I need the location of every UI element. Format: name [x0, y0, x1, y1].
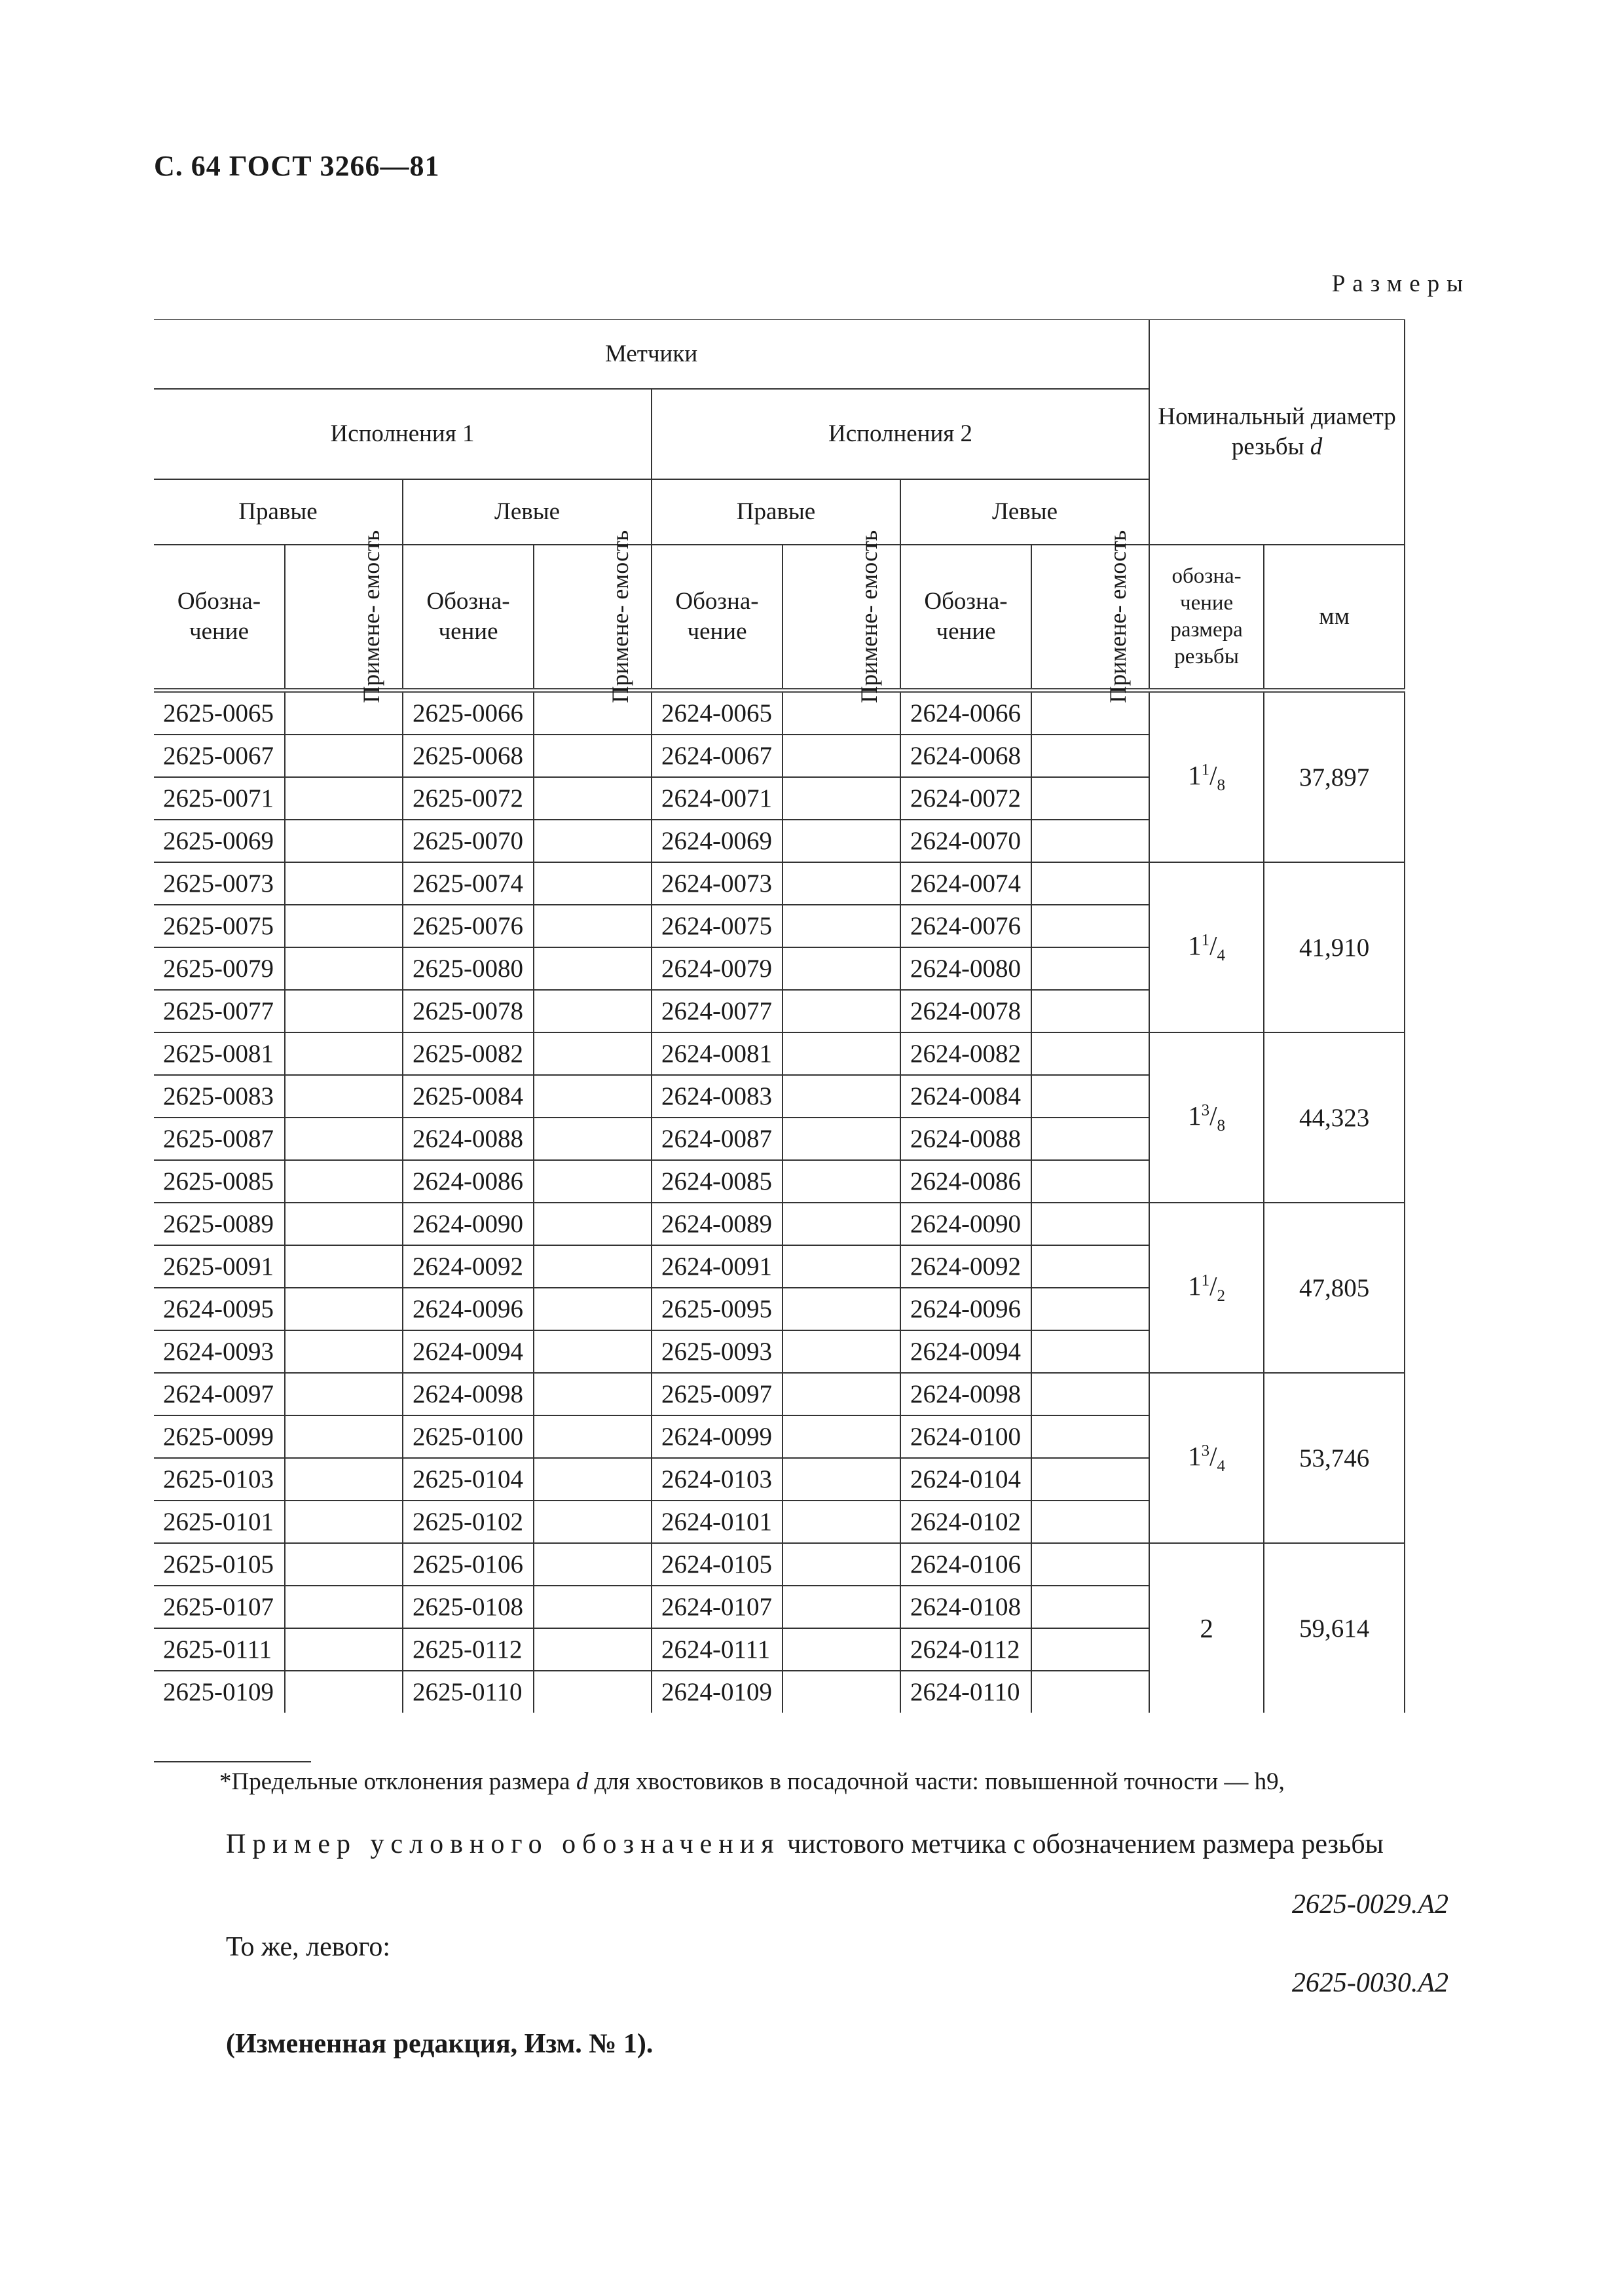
- designation-cell: 2625-0108: [403, 1586, 534, 1628]
- applicability-cell: [783, 1245, 900, 1288]
- applicability-cell: [285, 1458, 403, 1501]
- thread-denominator: 4: [1217, 947, 1226, 965]
- applicability-cell: [783, 1288, 900, 1330]
- applicability-cell: [534, 1501, 652, 1543]
- table-row: [154, 1543, 1460, 1586]
- applicability-cell: [1031, 1288, 1149, 1330]
- designation-cell: 2624-0095: [154, 1288, 285, 1330]
- applicability-cell: [534, 777, 652, 820]
- applicability-cell: [534, 1458, 652, 1501]
- designation-cell: 2624-0100: [900, 1415, 1031, 1458]
- designation-cell: 2625-0097: [652, 1373, 783, 1415]
- designation-cell: 2625-0111: [154, 1628, 285, 1671]
- designation-cell: 2624-0099: [652, 1415, 783, 1458]
- applicability-cell: [534, 947, 652, 990]
- diameter-mm-cell: 37,897: [1264, 691, 1405, 863]
- designation-cell: 2624-0090: [900, 1203, 1031, 1245]
- header-designation: Обозна-чение: [900, 545, 1031, 691]
- thread-whole: 1: [1188, 1100, 1202, 1131]
- designation-cell: 2624-0072: [900, 777, 1031, 820]
- applicability-cell: [1031, 1032, 1149, 1075]
- designation-cell: 2625-0065: [154, 691, 285, 735]
- designation-cell: 2625-0077: [154, 990, 285, 1032]
- fraction-slash: /: [1209, 1100, 1217, 1131]
- header-applicability: [1031, 530, 1149, 703]
- applicability-cell: [783, 1628, 900, 1671]
- applicability-cell: [285, 1501, 403, 1543]
- designation-cell: 2625-0066: [403, 691, 534, 735]
- designation-cell: 2624-0085: [652, 1160, 783, 1203]
- designation-cell: 2625-0074: [403, 862, 534, 905]
- applicability-cell: [783, 1543, 900, 1586]
- applicability-cell: [534, 1160, 652, 1203]
- designation-cell: 2625-0076: [403, 905, 534, 947]
- table-row: [154, 691, 1460, 735]
- thread-whole: 1: [1188, 759, 1202, 790]
- applicability-cell: [285, 1586, 403, 1628]
- header-v1-right: Правые: [154, 479, 403, 545]
- applicability-cell: [285, 862, 403, 905]
- header-applicability: [285, 530, 403, 703]
- applicability-cell: [534, 691, 652, 735]
- designation-cell: 2624-0076: [900, 905, 1031, 947]
- designation-cell: 2624-0092: [403, 1245, 534, 1288]
- fraction-slash: /: [1209, 759, 1217, 790]
- applicability-cell: [534, 990, 652, 1032]
- designation-cell: 2625-0083: [154, 1075, 285, 1118]
- designation-cell: 2625-0101: [154, 1501, 285, 1543]
- applicability-cell: [285, 1330, 403, 1373]
- applicability-cell: [783, 1501, 900, 1543]
- designation-cell: 2625-0107: [154, 1586, 285, 1628]
- applicability-cell: [285, 1118, 403, 1160]
- table-row: [154, 1032, 1460, 1075]
- thread-numerator: 1: [1201, 761, 1210, 779]
- applicability-cell: [1031, 1586, 1149, 1628]
- diameter-mm-cell: 44,323: [1264, 1032, 1405, 1203]
- designation-cell: 2624-0065: [652, 691, 783, 735]
- applicability-cell: [285, 1671, 403, 1713]
- applicability-cell: [534, 1075, 652, 1118]
- designation-cell: 2624-0083: [652, 1075, 783, 1118]
- designation-cell: 2624-0088: [900, 1118, 1031, 1160]
- designation-cell: 2625-0068: [403, 735, 534, 777]
- applicability-cell: [1031, 1373, 1149, 1415]
- applicability-cell: [1031, 1118, 1149, 1160]
- header-designation: Обозна-чение: [154, 545, 285, 691]
- designation-cell: 2624-0107: [652, 1586, 783, 1628]
- designation-cell: 2625-0109: [154, 1671, 285, 1713]
- spare-cell: [1405, 1373, 1460, 1543]
- designation-cell: 2625-0084: [403, 1075, 534, 1118]
- designation-cell: 2624-0096: [900, 1288, 1031, 1330]
- applicability-cell: [285, 820, 403, 862]
- thread-whole: 1: [1188, 1270, 1202, 1301]
- fraction-slash: /: [1209, 930, 1217, 960]
- designation-cell: 2624-0088: [403, 1118, 534, 1160]
- applicability-cell: [285, 1628, 403, 1671]
- applicability-cell: [783, 777, 900, 820]
- applicability-cell: [285, 905, 403, 947]
- applicability-cell: [1031, 905, 1149, 947]
- spare-cell: [1405, 862, 1460, 1032]
- applicability-cell: [1031, 691, 1149, 735]
- footnote-suffix: для хвостовиков в посадочной части: повышенной точности — h9,: [588, 1768, 1285, 1795]
- table-row: [154, 862, 1460, 905]
- designation-cell: 2625-0071: [154, 777, 285, 820]
- designation-cell: 2624-0104: [900, 1458, 1031, 1501]
- applicability-cell: [285, 1075, 403, 1118]
- designation-cell: 2625-0082: [403, 1032, 534, 1075]
- designation-cell: 2625-0104: [403, 1458, 534, 1501]
- applicability-cell: [534, 1628, 652, 1671]
- applicability-cell: [783, 905, 900, 947]
- diameter-mm-cell: 41,910: [1264, 862, 1405, 1032]
- designation-cell: 2624-0105: [652, 1543, 783, 1586]
- applicability-cell: [1031, 1245, 1149, 1288]
- applicability-cell: [534, 1032, 652, 1075]
- applicability-cell: [783, 1373, 900, 1415]
- example-text: чистового метчика с обозначением размера резьбы: [780, 1829, 1384, 1859]
- thread-denominator: 2: [1217, 1287, 1226, 1305]
- designation-cell: 2625-0080: [403, 947, 534, 990]
- header-designation: Обозна-чение: [652, 545, 783, 691]
- page-header: С. 64 ГОСТ 3266—81: [154, 150, 440, 182]
- designation-cell: 2624-0087: [652, 1118, 783, 1160]
- diameter-mm-cell: 47,805: [1264, 1203, 1405, 1373]
- applicability-cell: [285, 1245, 403, 1288]
- designation-cell: 2625-0103: [154, 1458, 285, 1501]
- header-applicability-text: Примене- емость: [607, 530, 634, 703]
- applicability-cell: [1031, 1501, 1149, 1543]
- applicability-cell: [285, 1543, 403, 1586]
- same-left-label: То же, левого:: [226, 1932, 391, 1962]
- fraction-slash: /: [1209, 1440, 1217, 1471]
- header-applicability-text: Примене- емость: [856, 530, 883, 703]
- designation-cell: 2624-0094: [403, 1330, 534, 1373]
- thread-denominator: 4: [1217, 1457, 1226, 1476]
- applicability-cell: [1031, 1628, 1149, 1671]
- applicability-cell: [1031, 947, 1149, 990]
- edition-note: (Измененная редакция, Изм. № 1).: [226, 2029, 654, 2059]
- taps-table: [154, 319, 1460, 1713]
- designation-cell: 2625-0095: [652, 1288, 783, 1330]
- designation-cell: 2624-0097: [154, 1373, 285, 1415]
- applicability-cell: [534, 1373, 652, 1415]
- applicability-cell: [285, 1032, 403, 1075]
- applicability-cell: [534, 1586, 652, 1628]
- header-taps: Метчики: [154, 319, 1149, 389]
- applicability-cell: [534, 1543, 652, 1586]
- designation-cell: 2625-0067: [154, 735, 285, 777]
- designation-cell: 2624-0069: [652, 820, 783, 862]
- spare-cell: [1405, 1543, 1460, 1713]
- spare-cell: [1405, 691, 1460, 863]
- thread-size-cell: [1149, 1032, 1264, 1203]
- applicability-cell: [1031, 820, 1149, 862]
- header-applicability: [534, 530, 652, 703]
- header-designation: Обозна-чение: [403, 545, 534, 691]
- header-v2-left: Левые: [900, 479, 1149, 545]
- header-v2-right: Правые: [652, 479, 900, 545]
- header-v1-left: Левые: [403, 479, 652, 545]
- footnote-divider: [154, 1761, 311, 1762]
- same-left-code: 2625-0030.А2: [1291, 1968, 1448, 1998]
- footnote-prefix: *Предельные отклонения размера: [219, 1768, 576, 1795]
- thread-whole: 2: [1200, 1613, 1213, 1643]
- header-applicability: [783, 530, 900, 703]
- applicability-cell: [783, 1118, 900, 1160]
- designation-cell: 2625-0079: [154, 947, 285, 990]
- designation-cell: 2624-0086: [403, 1160, 534, 1203]
- designation-cell: 2624-0073: [652, 862, 783, 905]
- applicability-cell: [1031, 990, 1149, 1032]
- applicability-cell: [285, 990, 403, 1032]
- applicability-cell: [534, 905, 652, 947]
- designation-cell: 2624-0084: [900, 1075, 1031, 1118]
- designation-cell: 2625-0075: [154, 905, 285, 947]
- example-heading: Пример условного обозначения: [226, 1829, 781, 1859]
- designation-cell: 2625-0078: [403, 990, 534, 1032]
- applicability-cell: [534, 1245, 652, 1288]
- designation-cell: 2625-0081: [154, 1032, 285, 1075]
- applicability-cell: [1031, 735, 1149, 777]
- table-body: [154, 691, 1460, 1713]
- thread-size-cell: [1149, 862, 1264, 1032]
- applicability-cell: [783, 1586, 900, 1628]
- thread-whole: 1: [1188, 1440, 1202, 1471]
- designation-cell: 2625-0110: [403, 1671, 534, 1713]
- designation-cell: 2624-0090: [403, 1203, 534, 1245]
- designation-cell: 2625-0102: [403, 1501, 534, 1543]
- thread-numerator: 1: [1201, 931, 1210, 949]
- designation-cell: 2624-0092: [900, 1245, 1031, 1288]
- thread-numerator: 1: [1201, 1271, 1210, 1290]
- designation-cell: 2624-0067: [652, 735, 783, 777]
- designation-cell: 2625-0069: [154, 820, 285, 862]
- applicability-cell: [534, 1415, 652, 1458]
- spare-cell: [1405, 1203, 1460, 1373]
- header-nominal-text: Номинальный диаметр резьбы: [1158, 403, 1396, 460]
- thread-whole: 1: [1188, 930, 1202, 960]
- applicability-cell: [1031, 1330, 1149, 1373]
- applicability-cell: [783, 1160, 900, 1203]
- designation-cell: 2624-0086: [900, 1160, 1031, 1203]
- designation-cell: 2624-0071: [652, 777, 783, 820]
- footnote-symbol: d: [576, 1768, 589, 1795]
- applicability-cell: [534, 862, 652, 905]
- designation-cell: 2624-0075: [652, 905, 783, 947]
- header-version-1: Исполнения 1: [154, 389, 652, 479]
- designation-cell: 2624-0094: [900, 1330, 1031, 1373]
- designation-cell: 2624-0098: [403, 1373, 534, 1415]
- spare-cell: [1405, 1032, 1460, 1203]
- designation-cell: 2624-0066: [900, 691, 1031, 735]
- designation-cell: 2624-0106: [900, 1543, 1031, 1586]
- footnote: [219, 1768, 1285, 1796]
- designation-cell: 2624-0080: [900, 947, 1031, 990]
- applicability-cell: [783, 990, 900, 1032]
- applicability-cell: [1031, 1543, 1149, 1586]
- designation-cell: 2624-0077: [652, 990, 783, 1032]
- applicability-cell: [1031, 1458, 1149, 1501]
- applicability-cell: [534, 820, 652, 862]
- thread-numerator: 3: [1201, 1101, 1210, 1120]
- example-code: 2625-0029.А2: [1291, 1889, 1448, 1920]
- designation-cell: 2624-0111: [652, 1628, 783, 1671]
- designation-cell: 2624-0109: [652, 1671, 783, 1713]
- designation-cell: 2624-0101: [652, 1501, 783, 1543]
- applicability-cell: [285, 1288, 403, 1330]
- header-nominal-symbol: d: [1310, 433, 1323, 460]
- designation-cell: 2625-0085: [154, 1160, 285, 1203]
- applicability-cell: [783, 1458, 900, 1501]
- table-row: [154, 1373, 1460, 1415]
- diameter-mm-cell: 53,746: [1264, 1373, 1405, 1543]
- applicability-cell: [1031, 1415, 1149, 1458]
- designation-cell: 2624-0068: [900, 735, 1031, 777]
- designation-cell: 2624-0112: [900, 1628, 1031, 1671]
- thread-size-cell: [1149, 691, 1264, 863]
- applicability-cell: [783, 1415, 900, 1458]
- thread-size-cell: [1149, 1203, 1264, 1373]
- header-mm: мм: [1264, 545, 1405, 691]
- applicability-cell: [285, 947, 403, 990]
- designation-cell: 2625-0087: [154, 1118, 285, 1160]
- designation-cell: 2625-0091: [154, 1245, 285, 1288]
- applicability-cell: [534, 1118, 652, 1160]
- applicability-cell: [783, 1203, 900, 1245]
- applicability-cell: [1031, 777, 1149, 820]
- applicability-cell: [534, 735, 652, 777]
- designation-cell: 2625-0072: [403, 777, 534, 820]
- header-applicability-text: Примене- емость: [358, 530, 385, 703]
- thread-size-cell: [1149, 1373, 1264, 1543]
- designation-cell: 2624-0070: [900, 820, 1031, 862]
- designation-cell: 2624-0089: [652, 1203, 783, 1245]
- applicability-cell: [783, 1671, 900, 1713]
- dimensions-label: Размеры: [1331, 270, 1470, 297]
- header-spare-column: [1405, 319, 1460, 691]
- applicability-cell: [1031, 1203, 1149, 1245]
- applicability-cell: [783, 691, 900, 735]
- designation-cell: 2625-0105: [154, 1543, 285, 1586]
- designation-cell: 2624-0110: [900, 1671, 1031, 1713]
- header-applicability-text: Примене- емость: [1105, 530, 1132, 703]
- applicability-cell: [285, 777, 403, 820]
- thread-denominator: 8: [1217, 776, 1226, 795]
- applicability-cell: [1031, 862, 1149, 905]
- designation-cell: 2625-0070: [403, 820, 534, 862]
- applicability-cell: [534, 1330, 652, 1373]
- applicability-cell: [285, 1160, 403, 1203]
- thread-denominator: 8: [1217, 1117, 1226, 1135]
- designation-cell: 2625-0099: [154, 1415, 285, 1458]
- thread-size-cell: [1149, 1543, 1264, 1713]
- designation-cell: 2624-0103: [652, 1458, 783, 1501]
- applicability-cell: [534, 1671, 652, 1713]
- applicability-cell: [285, 1203, 403, 1245]
- thread-numerator: 3: [1201, 1442, 1210, 1460]
- applicability-cell: [783, 1330, 900, 1373]
- header-thread-designation: обозна-чение размера резьбы: [1149, 545, 1264, 691]
- designation-cell: 2624-0102: [900, 1501, 1031, 1543]
- designation-cell: 2624-0079: [652, 947, 783, 990]
- applicability-cell: [1031, 1075, 1149, 1118]
- applicability-cell: [783, 947, 900, 990]
- applicability-cell: [534, 1288, 652, 1330]
- designation-cell: 2625-0106: [403, 1543, 534, 1586]
- designation-cell: 2625-0093: [652, 1330, 783, 1373]
- designation-cell: 2624-0081: [652, 1032, 783, 1075]
- table-row: [154, 1203, 1460, 1245]
- diameter-mm-cell: 59,614: [1264, 1543, 1405, 1713]
- designation-cell: 2625-0112: [403, 1628, 534, 1671]
- applicability-cell: [534, 1203, 652, 1245]
- designation-cell: 2624-0093: [154, 1330, 285, 1373]
- applicability-cell: [285, 735, 403, 777]
- header-nominal-diameter: [1149, 319, 1405, 545]
- fraction-slash: /: [1209, 1270, 1217, 1301]
- applicability-cell: [783, 735, 900, 777]
- designation-cell: 2624-0091: [652, 1245, 783, 1288]
- applicability-cell: [285, 1415, 403, 1458]
- designation-cell: 2625-0100: [403, 1415, 534, 1458]
- applicability-cell: [1031, 1160, 1149, 1203]
- applicability-cell: [783, 820, 900, 862]
- designation-cell: 2624-0078: [900, 990, 1031, 1032]
- designation-cell: 2624-0108: [900, 1586, 1031, 1628]
- designation-cell: 2624-0082: [900, 1032, 1031, 1075]
- designation-cell: 2624-0098: [900, 1373, 1031, 1415]
- designation-cell: 2624-0074: [900, 862, 1031, 905]
- applicability-cell: [285, 691, 403, 735]
- applicability-cell: [285, 1373, 403, 1415]
- designation-cell: 2624-0096: [403, 1288, 534, 1330]
- designation-example: [226, 1829, 1470, 1860]
- header-version-2: Исполнения 2: [652, 389, 1149, 479]
- applicability-cell: [1031, 1671, 1149, 1713]
- designation-cell: 2625-0089: [154, 1203, 285, 1245]
- applicability-cell: [783, 1032, 900, 1075]
- applicability-cell: [783, 862, 900, 905]
- designation-cell: 2625-0073: [154, 862, 285, 905]
- applicability-cell: [783, 1075, 900, 1118]
